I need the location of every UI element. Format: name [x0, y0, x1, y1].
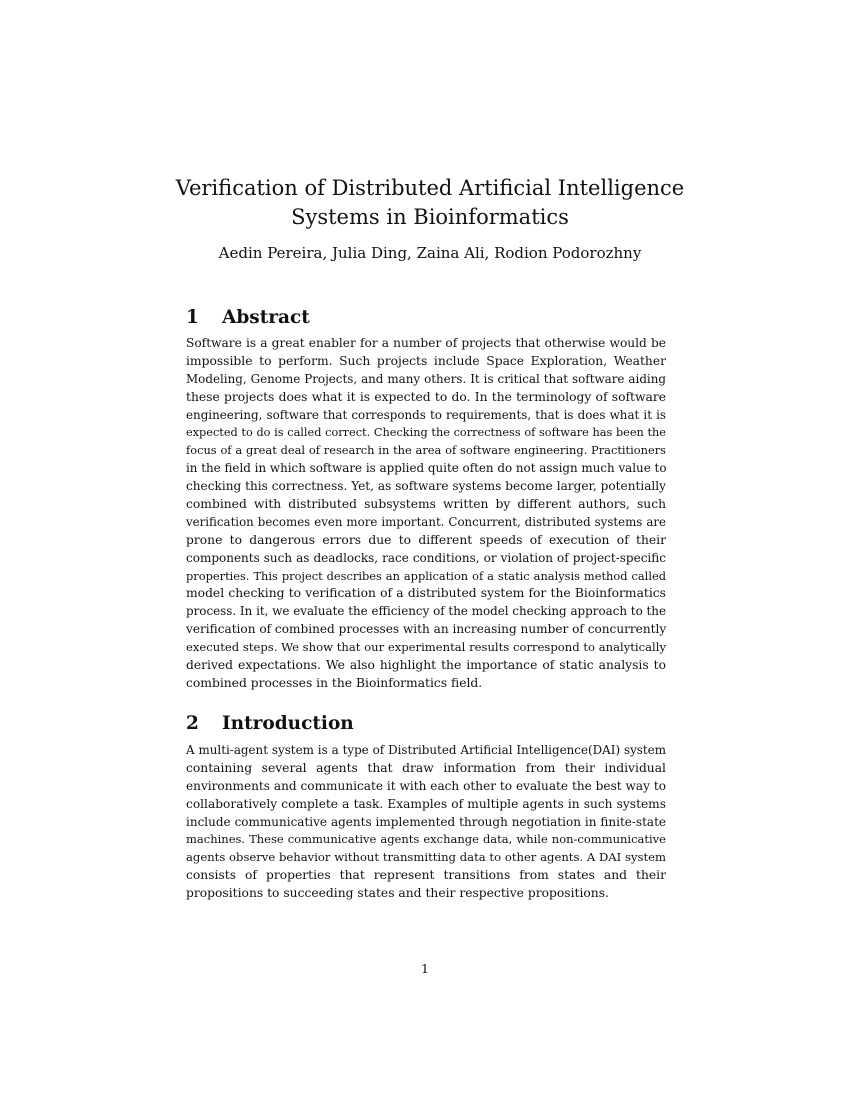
section-number: 2 — [186, 713, 199, 734]
text-line: combined with distributed subsystems written by different authors, such — [186, 497, 666, 512]
section-heading-abstract — [186, 306, 310, 330]
text-line: agents observe behavior without transmitting data to other agents. A DAI system — [186, 850, 666, 865]
text-line: process. In it, we evaluate the efficiency of the model checking approach to the — [186, 604, 666, 619]
text-line: impossible to perform. Such projects include Space Exploration, Weather — [186, 353, 666, 368]
page-number: 1 — [421, 961, 429, 976]
text-line: machines. These communicative agents exchange data, while non-communicative — [186, 832, 666, 847]
text-line: derived expectations. We also highlight the importance of static analysis to — [186, 658, 666, 673]
text-line: collaboratively complete a task. Examples of multiple agents in such systems — [186, 796, 666, 811]
text-line: these projects does what it is expected to do. In the terminology of software — [186, 389, 666, 404]
text-line: combined processes in the Bioinformatics field. — [186, 675, 483, 690]
text-line: verification becomes even more important. Concurrent, distributed systems are — [186, 514, 666, 529]
section-title: Abstract — [222, 307, 310, 328]
text-line: Modeling, Genome Projects, and many others. It is critical that software aiding — [186, 371, 666, 386]
text-line: focus of a great deal of research in the area of software engineering. Practitioners — [186, 443, 666, 458]
author-list: Aedin Pereira, Julia Ding, Zaina Ali, Rodion Podorozhny — [218, 244, 642, 262]
text-line: model checking to verification of a distributed system for the Bioinformatics — [186, 586, 666, 601]
paper-title — [150, 174, 710, 232]
section-heading-introduction — [186, 712, 354, 736]
text-line: A multi-agent system is a type of Distributed Artificial Intelligence(DAI) system — [186, 743, 666, 757]
text-line: checking this correctness. Yet, as software systems become larger, potentially — [186, 479, 666, 494]
text-line: properties. This project describes an application of a static analysis method called — [186, 568, 666, 583]
introduction-paragraph — [186, 742, 666, 903]
text-line: prone to dangerous errors due to different speeds of execution of their — [186, 532, 666, 547]
text-line: containing several agents that draw information from their individual — [186, 760, 666, 775]
text-line: Software is a great enabler for a number of projects that otherwise would be — [186, 336, 666, 350]
section-number: 1 — [186, 307, 199, 328]
text-line: executed steps. We show that our experimental results correspond to analytically — [186, 640, 666, 655]
abstract-paragraph — [186, 335, 666, 693]
text-line: components such as deadlocks, race conditions, or violation of project-specific — [186, 550, 666, 565]
section-title: Introduction — [222, 713, 354, 734]
text-line: engineering, software that corresponds to requirements, that is does what it is — [186, 407, 666, 422]
text-line: consists of properties that represent transitions from states and their — [186, 868, 666, 883]
text-line: verification of combined processes with an increasing number of concurrently — [186, 622, 667, 637]
text-line: propositions to succeeding states and their respective propositions. — [186, 886, 609, 901]
title-line: Verification of Distributed Artificial Intelligence — [175, 176, 685, 200]
text-line: include communicative agents implemented through negotiation in finite-state — [186, 814, 666, 829]
title-line: Systems in Bioinformatics — [291, 205, 569, 229]
text-line: environments and communicate it with each other to evaluate the best way to — [186, 778, 666, 793]
text-line: expected to do is called correct. Checking the correctness of software has been the — [186, 426, 666, 440]
text-line: in the field in which software is applied quite often do not assign much value to — [186, 461, 667, 476]
